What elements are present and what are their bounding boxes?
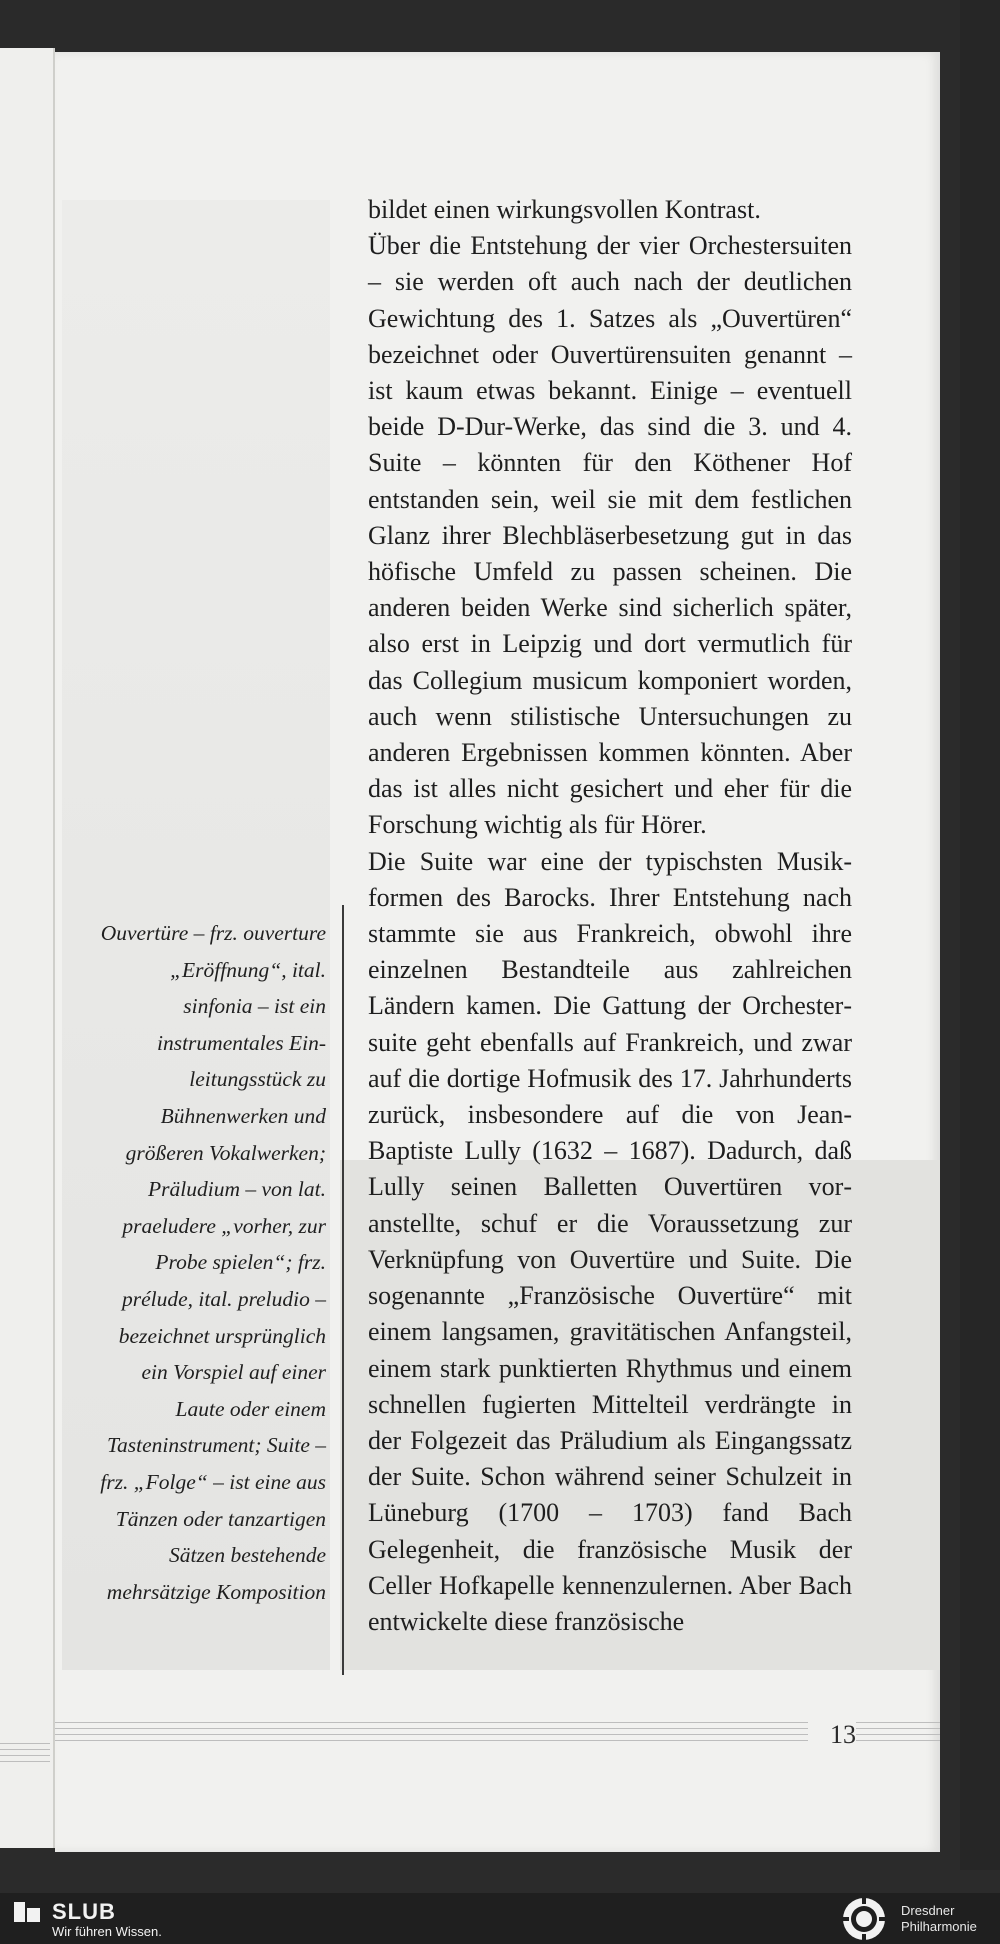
previous-page-edge <box>0 48 55 1848</box>
philharmonie-logo-icon <box>841 1896 887 1942</box>
library-name: SLUB <box>52 1899 116 1924</box>
digitization-footer-bar <box>0 1893 1000 1944</box>
paragraph-1: bildet einen wirkungsvollen Kontrast. <box>368 195 761 224</box>
sidebar-glossary-note: Ouvertüre – frz. ouverture „Eröffnung“, ital. sinfonia – ist ein instrumentales Einleitungsstück zu Bühnenwerken und größeren Vokalwerken; Präludium – von lat. praeludere „vorher, zur Probe spielen“; frz. prélude, ital. preludio – bezeichnet ursprünglich ein Vorspiel auf einer Laute oder einem Tasteninstrument; Suite – frz. „Folge“ – ist eine aus Tänzen oder tanzartigen Sätzen bestehende mehrsätzige Komposition <box>100 921 326 1604</box>
page-number: 13 <box>808 1720 856 1750</box>
main-body-text <box>368 192 852 1640</box>
scan-background <box>0 0 1000 50</box>
partner-name <box>901 1903 977 1935</box>
library-tagline: Wir führen Wissen. <box>52 1924 162 1939</box>
column-divider <box>342 905 344 1675</box>
paragraph-2: Über die Entstehung der vier Orchestersuiten – sie werden oft auch nach der deutlichen Gewichtung des 1. Satzes als „Ouvertüren“ bezeichnet oder Ouvertürensuiten genannt – ist kaum etwas bekannt. Einige – eventuell beide D-Dur-Werke, das sind die 3. und 4. Suite – könnten für den Köthener Hof entstanden sein, weil sie mit dem festlichen Glanz ihrer Blechbläserbesetzung gut in das höfische Umfeld zu passen scheinen. Die anderen beiden Werke sind sicherlich später, also erst in Leipzig und dort vermutlich für das Collegium musicum komponiert worden, auch wenn stilistische Untersuchungen zu anderen Ergebnissen kommen könnten. Aber das ist alles nicht gesichert und eher für die Forschung wichtig als für Hörer. <box>368 231 852 840</box>
left-page-rules <box>0 1743 50 1767</box>
paragraph-3: Die Suite war eine der typischsten Musikformen des Barocks. Ihrer Entstehung nach stammte sie aus Frankreich, obwohl ihre einzelnen Bestandteile aus zahlreichen Ländern kamen. Die Gattung der Orchestersuite geht ebenfalls auf Frankreich, und zwar auf die dortige Hofmusik des 17. Jahrhunderts zurück, insbesondere auf die von Jean-Baptiste Lully (1632 – 1687). Dadurch, daß Lully seinen Balletten Ouvertüren voranstellte, schuf er die Voraussetzung zur Verknüpfung von Ouvertüre und Suite. Die sogenannte „Französische Ouvertüre“ mit einem langsamen, gravitätischen Anfangsteil, einem stark punktierten Rhythmus und einem schnellen fugierten Mittelteil verdrängte in der Folgezeit das Präludium als Eingangssatz der Suite. Schon während seiner Schulzeit in Lüneburg (1700 – 1703) fand Bach Gelegenheit, die französische Musik der Celler Hofkapelle kennenzulernen. Aber Bach entwickelte diese französische <box>368 846 852 1636</box>
partner-line-2: Philharmonie <box>901 1919 977 1934</box>
slub-logo-icon <box>14 1902 40 1922</box>
partner-line-1: Dresdner <box>901 1903 955 1918</box>
scan-edge <box>960 0 1000 1870</box>
